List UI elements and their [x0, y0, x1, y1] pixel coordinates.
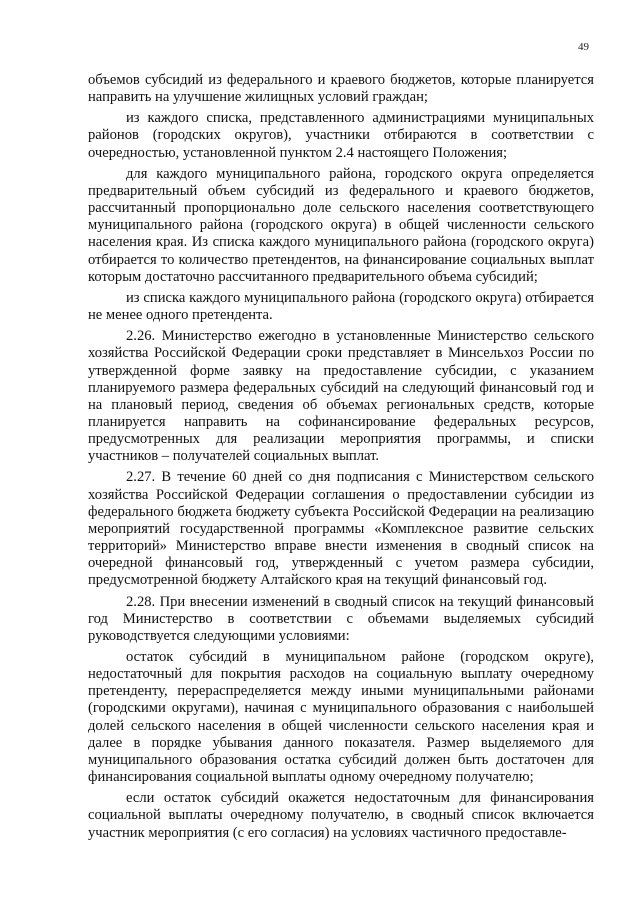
document-body — [88, 72, 594, 842]
paragraph-continuation: объемов субсидий из федерального и краевого бюджетов, которые планируется направить на улучшение жилищных условий граждан; — [88, 72, 594, 106]
paragraph-minimum-one-applicant: из списка каждого муниципального района (городского округа) отбирается не менее одного претендента. — [88, 289, 594, 324]
paragraph-subsidy-remainder: остаток субсидий в муниципальном районе (городском округе), недостаточный для покрытия расходов на социальную выплату очередному претенденту, перераспределяется между иными муниципальными районами (городскими округами), начиная с муниципального образования с наибольшей долей сельского населения в общей численности сельского населения края и далее в порядке убывания данного показателя. Размер выделяемого для муниципального образования остатка субсидий должен быть достаточен для финансирования социальной выплаты одному очередному получателю; — [88, 649, 594, 786]
paragraph-insufficient-remainder: если остаток субсидий окажется недостаточным для финансирования социальной выплаты очередному получателю, в сводный список включается участник мероприятия (с его согласия) на условиях частичного предоставле- — [88, 790, 594, 841]
paragraph-preliminary-subsidy-volume: для каждого муниципального района, городского округа определяется предварительный объем субсидий из федерального и краевого бюджетов, рассчитанный пропорционально доле сельского населения соответствующего муниципального района (городского округа) в общей численности сельского населения края. Из списка каждого муниципального района (городского округа) отбирается то количество претендентов, на финансирование социальных выплат которым достаточно рассчитанного предварительного объема субсидий; — [88, 165, 594, 285]
paragraph-selection-from-lists: из каждого списка, представленного администрациями муниципальных районов (городских округов), участники отбираются в соответствии с очередностью, установленной пунктом 2.4 настоящего Положения; — [88, 110, 594, 161]
paragraph-2-28: 2.28. При внесении изменений в сводный список на текущий финансовый год Министерство в соответствии с объемами выделяемых субсидий руководствуется следующими условиями: — [88, 593, 594, 644]
paragraph-2-27: 2.27. В течение 60 дней со дня подписания с Министерством сельского хозяйства Российской Федерации соглашения о предоставлении субсидии из федерального бюджета бюджету субъекта Российской Федерации на реализацию мероприятий государственной программы «Комплексное развитие сельских территорий» Министерство вправе внести изменения в сводный список на очередной финансовый год, утвержденный с учетом размера субсидии, предусмотренной бюджету Алтайского края на текущий финансовый год. — [88, 469, 594, 589]
page-number: 49 — [578, 41, 589, 53]
paragraph-2-26: 2.26. Министерство ежегодно в установленные Министерство сельского хозяйства Российской Федерации сроки представляет в Минсельхоз России по утвержденной форме заявку на предоставление субсидии, с указанием планируемого размера федеральных субсидий на следующий финансовый год и на плановый период, сведения об объемах региональных средств, которые планируется направить на софинансирование федеральных ресурсов, предусмотренных для реализации мероприятия программы, и списки участников – получателей социальных выплат. — [88, 328, 594, 465]
